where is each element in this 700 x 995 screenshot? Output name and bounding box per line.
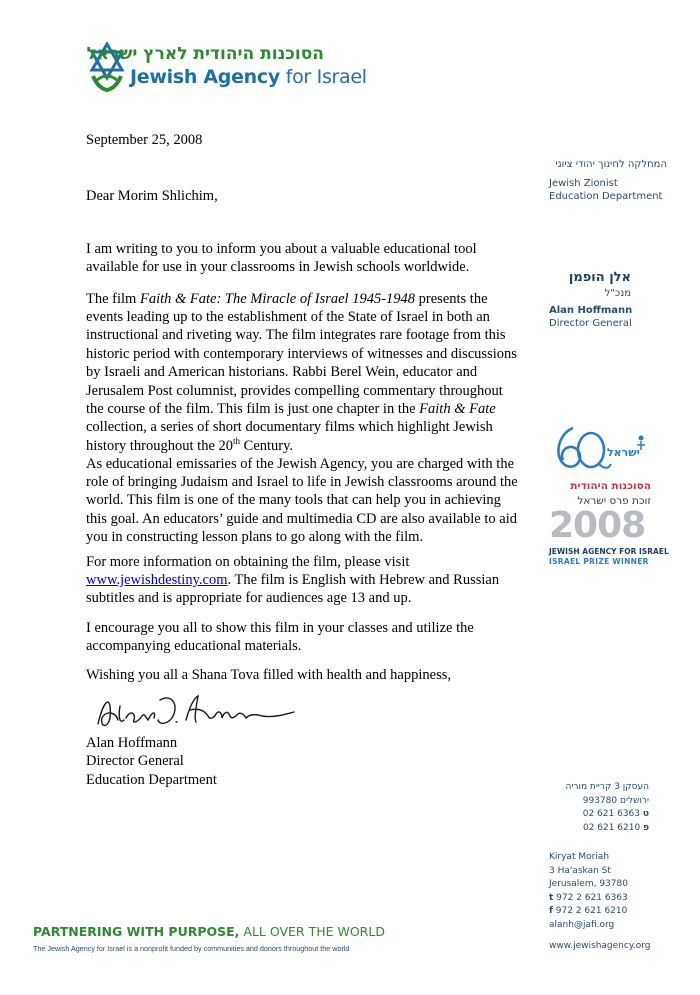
letter-date: September 25, 2008 — [86, 132, 203, 148]
address-hebrew — [549, 781, 649, 835]
ordinal-superscript: th — [233, 435, 241, 446]
address-hebrew-line-1: העסקן 3 קריית מוריה — [565, 782, 649, 792]
paragraph-film — [86, 290, 518, 456]
phone-english-number: 972 2 621 6363 — [553, 892, 628, 903]
paragraph-film-text-a: The film — [86, 290, 140, 307]
collection-title: Faith & Fate — [419, 400, 496, 417]
phone-hebrew-line — [549, 808, 649, 822]
logo-hebrew-name: הסוכנות היהודית לארץ ישראל — [86, 44, 324, 64]
department-english-line-2: Education Department — [549, 191, 663, 202]
paragraph-more-info — [86, 553, 518, 608]
director-title-hebrew: מנכ"ל — [604, 288, 631, 299]
paragraph-encourage: I encourage you all to show this film in your classes and utilize the accompanying educational materials. — [86, 619, 474, 654]
jewish-agency-logo — [86, 42, 367, 98]
website-url[interactable]: www.jewishagency.org — [549, 941, 651, 951]
logo-english-name — [130, 66, 367, 88]
handwritten-signature — [90, 688, 300, 732]
signer-title: Director General — [86, 753, 184, 770]
award-year: 2008 — [549, 505, 646, 546]
award-hebrew-line-2: זוכת פרס ישראל — [577, 495, 651, 507]
phone-hebrew-number: 02 621 6363 — [582, 809, 640, 820]
footer-slogan-bold: PARTNERING WITH PURPOSE, — [33, 924, 240, 939]
film-title: Faith & Fate: The Miracle of Israel 1945-1948 — [139, 290, 416, 307]
address-english-line-1: Kiryat Moriah — [549, 852, 610, 862]
address-english — [549, 851, 628, 933]
paragraph-intro: I am writing to you to inform you about a valuable educational tool available for use in your classrooms in Jewish schools worldwide. — [86, 240, 477, 275]
fax-hebrew-number: 02 621 6210 — [582, 822, 641, 833]
footer-slogan — [33, 924, 385, 939]
department-english — [549, 177, 662, 203]
jewishdestiny-link[interactable]: www.jewishdestiny.com — [86, 571, 228, 588]
phone-english-line — [549, 892, 628, 906]
department-hebrew: המחלקה לחינוך יהודי ציוני — [555, 159, 667, 170]
address-english-line-3: Jerusalem, 93780 — [549, 879, 628, 890]
fax-english-label: f — [549, 906, 553, 917]
letter-closing: Wishing you all a Shana Tova filled with health and happiness, — [86, 667, 451, 683]
award-english-line-2: ISRAEL PRIZE WINNER — [549, 557, 649, 566]
paragraph-more-info-text-a: For more information on obtaining the film, please visit — [86, 553, 410, 570]
director-title-english: Director General — [549, 318, 632, 329]
address-english-line-2: 3 Ha'askan St — [549, 865, 611, 876]
award-logo-hebrew: ישראל — [607, 446, 640, 459]
department-english-line-1: Jewish Zionist — [549, 178, 618, 189]
logo-english-rest: for Israel — [279, 66, 367, 88]
phone-hebrew-label: ט — [642, 809, 649, 820]
signer-department: Education Department — [86, 771, 217, 788]
fax-english-number: 972 2 621 6210 — [552, 906, 628, 917]
paragraph-film-text-b: presents the events leading up to the establishment of the State of Israel in both an instructional and riveting way. The film integrates rare footage from this historic period with contemporary interviews of witnesses and discussions by Israeli and American historians. Rabbi Berel Wein, educator and Jerusalem Post columnist, provides compelling commentary throughout the course of the film. This film is just one chapter in the — [86, 290, 517, 417]
email-address[interactable]: alanh@jafi.org — [549, 919, 615, 930]
israel-60-logo-icon — [549, 420, 649, 478]
footer-note: The Jewish Agency for Israel is a nonprofit funded by communities and donors throughout the world — [33, 944, 350, 953]
footer-slogan-rest: ALL OVER THE WORLD — [239, 924, 385, 939]
signer-name: Alan Hoffmann — [86, 735, 178, 751]
award-english-line-1: JEWISH AGENCY FOR ISRAEL — [549, 547, 669, 556]
fax-hebrew-label: פ — [643, 822, 649, 833]
director-name-hebrew: אלן הופמן — [568, 270, 631, 285]
paragraph-emissaries: As educational emissaries of the Jewish Agency, you are charged with the role of bringing Judaism and Israel to life in Jewish classrooms around the world. This film is one of the many tools that can help you in achieving this goal. An educators’ guide and multimedia CD are also available to aid you in constructing lesson plans to go along with the film. — [86, 455, 518, 546]
fax-hebrew-line — [549, 822, 649, 836]
paragraph-more-info-text-b: . The film is English with Hebrew and Russian subtitles and is appropriate for audiences age 13 and up. — [86, 571, 500, 607]
phone-english-label: t — [549, 892, 554, 903]
fax-english-line — [549, 905, 628, 919]
signature-block — [86, 734, 217, 789]
address-hebrew-line-2: ירושלים 993780 — [582, 795, 649, 806]
letter-salutation: Dear Morim Shlichim, — [86, 188, 218, 204]
director-name-english: Alan Hoffmann — [549, 305, 633, 316]
paragraph-film-text-d: Century. — [240, 437, 294, 454]
israel-prize-award — [549, 420, 669, 570]
award-hebrew-line-1: הסוכנות היהודית — [570, 480, 651, 492]
logo-english-bold: Jewish Agency — [130, 66, 280, 88]
paragraph-film-text-c: collection, a series of short documentary films which highlight Jewish history throughout the 20 — [86, 419, 493, 454]
